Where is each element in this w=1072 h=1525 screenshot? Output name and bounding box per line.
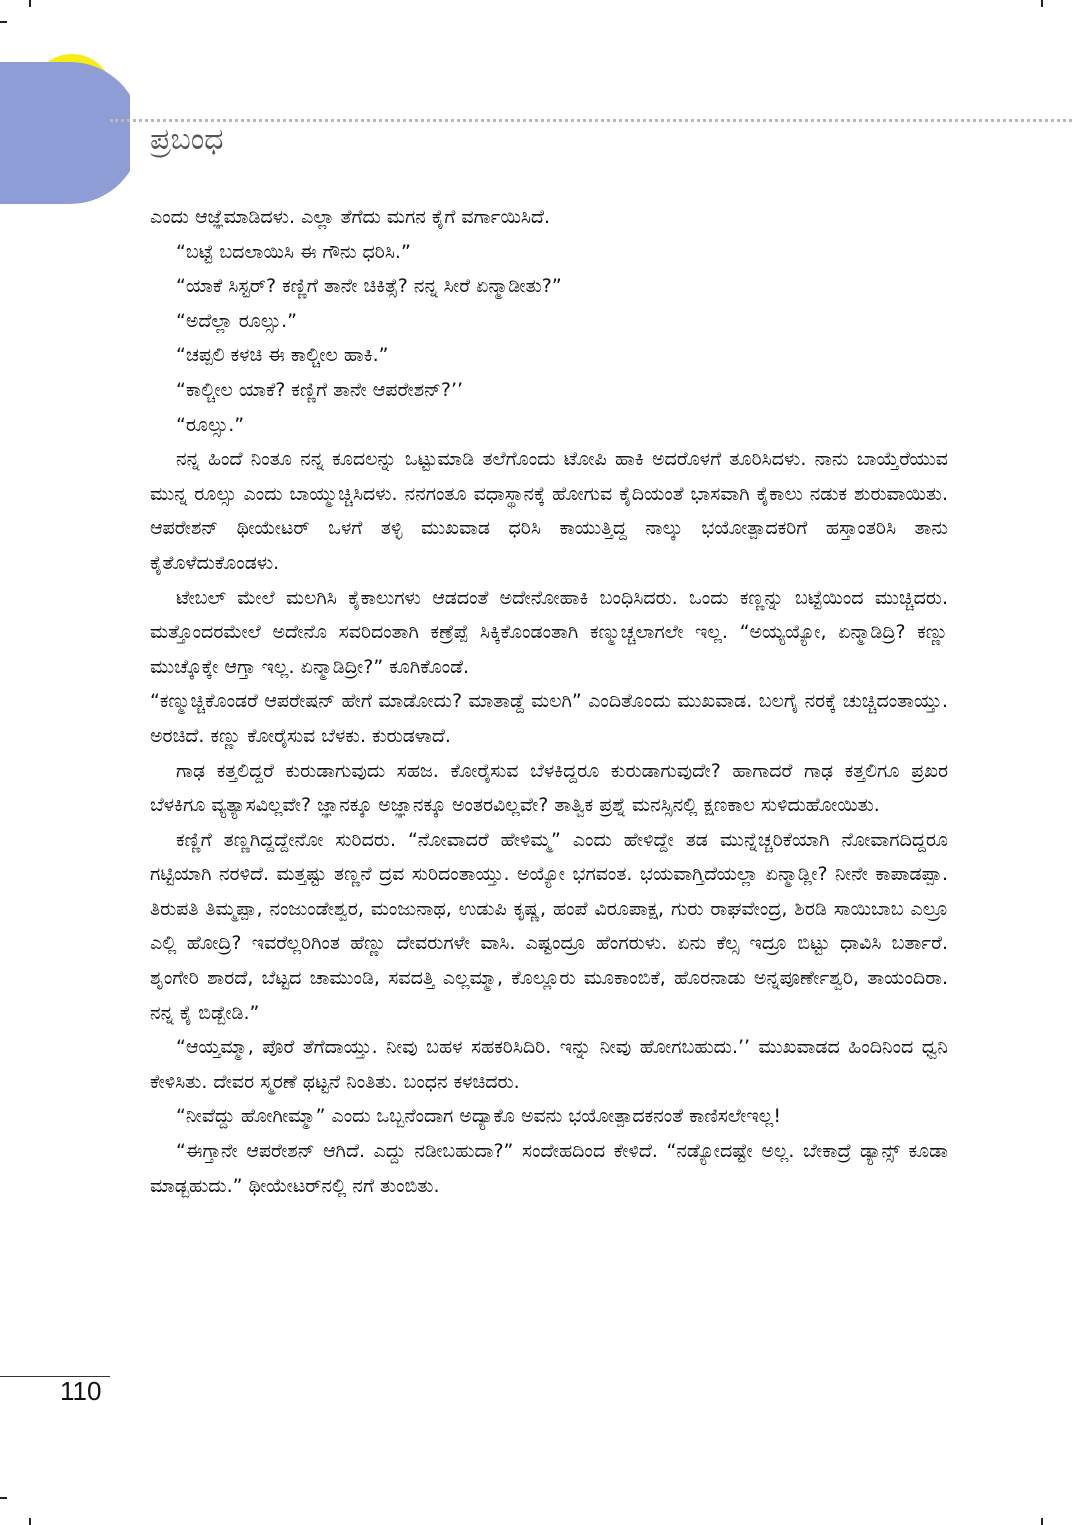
header-dotted-rule (110, 119, 1072, 122)
blue-right-arc (70, 62, 130, 204)
paragraph: ನನ್ನ ಹಿಂದೆ ನಿಂತೂ ನನ್ನ ಕೂದಲನ್ನು ಒಟ್ಟುಮಾಡಿ ತಲೆಗೊಂದು ಟೋಪಿ ಹಾಕಿ ಅದರೊಳಗೆ ತೂರಿಸಿದಳು. ನಾನು ಬಾಯ್ತೆರೆಯುವ ಮುನ್ನ ರೂಲ್ಸು ಎಂದು ಬಾಯ್ಮುಚ್ಚಿಸಿದಳು. ನನಗಂತೂ ವಧಾಸ್ಥಾನಕ್ಕೆ ಹೋಗುವ ಕೈದಿಯಂತೆ ಭಾಸವಾಗಿ ಕೈಕಾಲು ನಡುಕ ಶುರುವಾಯಿತು. ಆಪರೇಶನ್ ಥೀಯೇಟರ್ ಒಳಗೆ ತಳ್ಳಿ ಮುಖವಾಡ ಧರಿಸಿ ಕಾಯುತ್ತಿದ್ದ ನಾಲ್ಕು ಭಯೋತ್ಪಾದಕರಿಗೆ ಹಸ್ತಾಂತರಿಸಿ ತಾನು ಕೈತೊಳೆದುಕೊಂಡಳು. (150, 448, 948, 574)
crop-mark-bottom-left-h (0, 1497, 7, 1499)
page-number: 110 (60, 1376, 102, 1406)
paragraph: ಟೇಬಲ್ ಮೇಲೆ ಮಲಗಿಸಿ ಕೈಕಾಲುಗಳು ಆಡದಂತೆ ಅದೇನೋಹಾಕಿ ಬಂಧಿಸಿದರು. ಒಂದು ಕಣ್ಣನ್ನು ಬಟ್ಟೆಯಿಂದ ಮುಚ್ಚಿದರು. ಮತ್ತೊಂದರಮೇಲೆ ಅದೇನೊ ಸವರಿದಂತಾಗಿ ಕಣ್ರೆಪ್ಪೆ ಸಿಕ್ಕಿಕೊಂಡಂತಾಗಿ ಕಣ್ಮುಚ್ಚಲಾಗಲೇ ಇಲ್ಲ. “ಅಯ್ಯಯ್ಯೋ, ಏನ್ಮಾಡಿದ್ರಿ? ಕಣ್ಣು ಮುಚ್ಕೊಕ್ಕೇ ಆಗ್ತಾ ಇಲ್ಲ. ಏನ್ಮಾಡಿದ್ರೀ?” ಕೂಗಿಕೊಂಡೆ. (150, 586, 948, 678)
dialogue-line: “ಬಟ್ಟೆ ಬದಲಾಯಿಸಿ ಈ ಗೌನು ಧರಿಸಿ.” (176, 240, 411, 263)
section-title: ಪ್ರಬಂಧ (150, 122, 224, 157)
paragraph: ಕಣ್ಣಿಗೆ ತಣ್ಣಗಿದ್ದದ್ದೇನೋ ಸುರಿದರು. “ನೋವಾದರೆ ಹೇಳಿಮ್ಮ” ಎಂದು ಹೇಳಿದ್ದೇ ತಡ ಮುನ್ನೆಚ್ಚರಿಕೆಯಾಗಿ ನೋವಾಗದಿದ್ದರೂ ಗಟ್ಟಿಯಾಗಿ ನರಳಿದೆ. ಮತ್ತಷ್ಟು ತಣ್ಣನೆ ದ್ರವ ಸುರಿದಂತಾಯ್ತು. ಅಯ್ಯೋ ಭಗವಂತ. ಭಯವಾಗ್ತಿದೆಯಲ್ಲಾ ಏನ್ಮಾಡ್ಲೀ? ನೀನೇ ಕಾಪಾಡಪ್ಪಾ. ತಿರುಪತಿ ತಿಮ್ಮಪ್ಪಾ, ನಂಜುಂಡೇಶ್ವರ, ಮಂಜುನಾಥ, ಉಡುಪಿ ಕೃಷ್ಣ, ಹಂಪೆ ವಿರೂಪಾಕ್ಷ, ಗುರು ರಾಘವೇಂದ್ರ, ಶಿರಡಿ ಸಾಯಿಬಾಬ ಎಲ್ರೂ ಎಲ್ಲಿ ಹೋದ್ರಿ? ಇವರೆಲ್ಲರಿಗಿಂತ ಹೆಣ್ಣು ದೇವರುಗಳೇ ವಾಸಿ. ಎಷ್ಟಂದ್ರೂ ಹೆಂಗರುಳು. ಏನು ಕೆಲ್ಸ ಇದ್ರೂ ಬಿಟ್ಟು ಧಾವಿಸಿ ಬರ್ತಾರೆ. ಶೃಂಗೇರಿ ಶಾರದೆ, ಬೆಟ್ಟದ ಚಾಮುಂಡಿ, ಸವದತ್ತಿ ಎಲ್ಲಮ್ಮಾ, ಕೊಲ್ಲೂರು ಮೂಕಾಂಬಿಕೆ, ಹೊರನಾಡು ಅನ್ನಪೂರ್ಣೇಶ್ವರಿ, ತಾಯಂದಿರಾ. ನನ್ನ ಕೈ ಬಿಡ್ಬೇಡಿ.” (150, 828, 948, 1024)
dialogue-line: “ರೂಲ್ಸು.” (176, 413, 245, 436)
paragraph: “ಕಣ್ಮುಚ್ಚಿಕೊಂಡರೆ ಆಪರೇಷನ್ ಹೇಗೆ ಮಾಡೋದು? ಮಾತಾಡ್ದೆ ಮಲಗಿ” ಎಂದಿತೊಂದು ಮುಖವಾಡ. ಬಲಗೈ ನರಕ್ಕೆ ಚುಚ್ಚಿದಂತಾಯ್ತು. ಅರಚಿದೆ. ಕಣ್ಣು ಕೋರೈಸುವ ಬೆಳಕು. ಕುರುಡಳಾದೆ. (150, 690, 948, 747)
paragraph: ಎಂದು ಆಜ್ಞೆಮಾಡಿದಳು. ಎಲ್ಲಾ ತೆಗೆದು ಮಗನ ಕೈಗೆ ವರ್ಗಾಯಿಸಿದೆ. (150, 206, 551, 228)
dialogue-line: “ಚಪ್ಪಲಿ ಕಳಚಿ ಈ ಕಾಲ್ಚೀಲ ಹಾಕಿ.” (176, 344, 389, 367)
dialogue-line: “ಕಾಲ್ಚೀಲ ಯಾಕೆ? ಕಣ್ಣಿಗೆ ತಾನೇ ಆಪರೇಶನ್?’’ (176, 378, 464, 401)
crop-mark-bottom-right (1041, 1518, 1043, 1525)
dialogue-line: “ಅದೆಲ್ಲಾ ರೂಲ್ಸು.” (176, 309, 297, 332)
crop-mark-top-right (1041, 0, 1043, 7)
paragraph: “ಆಯ್ತಮ್ಮಾ, ಪೊರೆ ತೆಗೆದಾಯ್ತು. ನೀವು ಬಹಳ ಸಹಕರಿಸಿದಿರಿ. ಇನ್ನು ನೀವು ಹೋಗಬಹುದು.’’ ಮುಖವಾಡದ ಹಿಂದಿನಿಂದ ಧ್ವನಿ ಕೇಳಿಸಿತು. ದೇವರ ಸ್ಮರಣೆ ಥಟ್ಟನೆ ನಿಂತಿತು. ಬಂಧನ ಕಳಚಿದರು. (150, 1036, 948, 1093)
crop-mark-bottom-left (29, 1518, 31, 1525)
dialogue-line: “ಯಾಕೆ ಸಿಸ್ಟರ್? ಕಣ್ಣಿಗೆ ತಾನೇ ಚಿಕಿತ್ಸೆ? ನನ್ನ ಸೀರೆ ಏನ್ಮಾಡೀತು?” (176, 275, 562, 298)
paragraph: “ನೀವೆದ್ದು ಹೋಗೀಮ್ಮಾ” ಎಂದು ಒಬ್ಬನೆಂದಾಗ ಅದ್ಯಾಕೊ ಅವನು ಭಯೋತ್ಪಾದಕನಂತೆ ಕಾಣಿಸಲೇಇಲ್ಲ! (176, 1105, 781, 1128)
paragraph: ಗಾಢ ಕತ್ತಲಿದ್ದರೆ ಕುರುಡಾಗುವುದು ಸಹಜ. ಕೋರೈಸುವ ಬೆಳಕಿದ್ದರೂ ಕುರುಡಾಗುವುದೇ? ಹಾಗಾದರೆ ಗಾಢ ಕತ್ತಲಿಗೂ ಪ್ರಖರ ಬೆಳಕಿಗೂ ವ್ಯತ್ಯಾಸವಿಲ್ಲವೇ? ಜ್ಞಾನಕ್ಕೂ ಅಜ್ಞಾನಕ್ಕೂ ಅಂತರವಿಲ್ಲವೇ? ತಾತ್ವಿಕ ಪ್ರಶ್ನೆ ಮನಸ್ಸಿನಲ್ಲಿ ಕ್ಷಣಕಾಲ ಸುಳಿದುಹೋಯಿತು. (150, 759, 948, 817)
article-body (150, 200, 948, 1203)
decorative-circles (0, 0, 130, 215)
blue-left-band (0, 62, 70, 204)
paragraph: “ಈಗ್ತಾನೇ ಆಪರೇಶನ್ ಆಗಿದೆ. ಎದ್ದು ನಡೀಬಹುದಾ?” ಸಂದೇಹದಿಂದ ಕೇಳಿದೆ. “ನಡ್ಯೋದಷ್ಟೇ ಅಲ್ಲ. ಬೇಕಾದ್ರೆ ಡ್ಯಾನ್ಸ್ ಕೂಡಾ ಮಾಡ್ಬಹುದು.” ಥೀಯೇಟರ್‌ನಲ್ಲಿ ನಗೆ ತುಂಬಿತು. (150, 1140, 948, 1197)
